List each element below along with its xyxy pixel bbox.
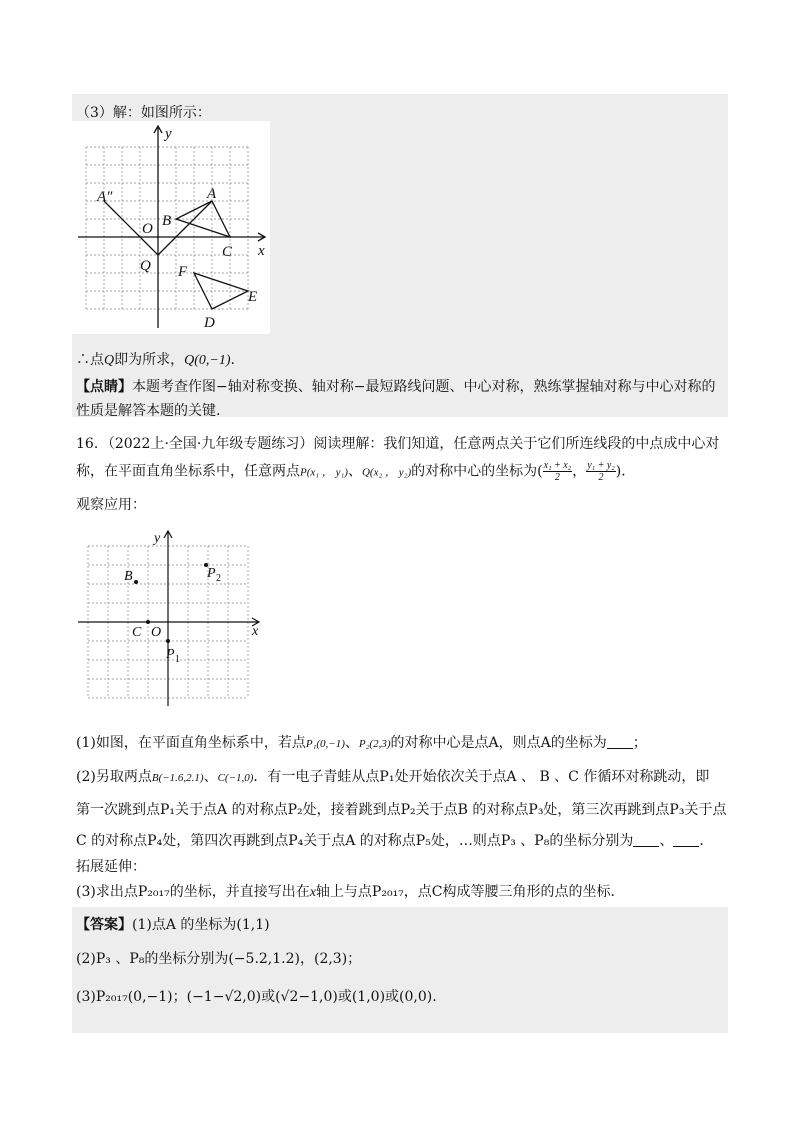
sub2-sep: 、 xyxy=(203,769,218,785)
fig2-label-o: O xyxy=(151,625,162,640)
comment-text-1: 本题考查作图−轴对称变换、轴对称−最短路线问题、中心对称，熟练掌握轴对称与中心对称的 xyxy=(132,379,716,395)
fraction-y xyxy=(586,460,616,483)
fig1-label-a: A xyxy=(207,186,217,202)
point-b xyxy=(134,580,138,584)
comment-tag: 【点睛】 xyxy=(76,379,132,395)
fig2-label-y: y xyxy=(154,531,161,546)
part3-header: （3）解：如图所示： xyxy=(76,105,211,121)
conclusion-coord: Q(0,−1) xyxy=(184,353,231,368)
q16-sep: 、 xyxy=(347,463,362,480)
sub1-a: (1)如图，在平面直角坐标系中，若点 xyxy=(76,735,306,751)
answer-line-3: (3)P₂₀₁₇(0,−1)；(−1−√2,0)或(√2−1,0)或(1,0)或(0,0). xyxy=(76,989,437,1005)
q16-line-1: 16．（2022上·全国·九年级专题练习）阅读理解：我们知道，任意两点关于它们所连线段的中点成中心对 xyxy=(76,436,720,452)
fig1-label-o: O xyxy=(142,221,153,237)
fig1-label-e: E xyxy=(248,289,258,305)
fig2-label-c: C xyxy=(132,625,142,640)
sub3-xvar: x xyxy=(309,885,316,900)
sub1-end: ； xyxy=(632,735,647,751)
sub3-a: (3)求出点P₂₀₁₇的坐标，并直接写出在 xyxy=(76,884,310,900)
sub2-b: ．有一电子青蛙从点P₁处开始依次关于点A 、 B 、C 作循环对称跳动，即 xyxy=(253,769,710,785)
point-c xyxy=(146,620,150,624)
fig1-label-c: C xyxy=(222,244,233,260)
sub1-p1: P₁(0,−1) xyxy=(305,738,345,750)
sub1-b: 的对称中心是点A，则点A的坐标为 xyxy=(390,735,607,751)
sub3-line xyxy=(76,881,625,901)
fraction-x-den: 2 xyxy=(554,472,560,483)
q16-line-2 xyxy=(76,460,635,483)
answer-tag: 【答案】 xyxy=(76,917,132,933)
q16-line2-a: 称，在平面直角坐标系中，任意两点 xyxy=(76,463,300,480)
q16-line2-b: 的对称中心的坐标为( xyxy=(411,463,543,480)
answer-blank-1[interactable] xyxy=(607,736,633,749)
comment-line-2: 性质是解答本题的关键. xyxy=(76,403,221,419)
sub2-line3-end: ． xyxy=(699,833,714,849)
fig1-label-q: Q xyxy=(140,258,151,274)
figure-1-coordinate-plane xyxy=(72,121,270,334)
fraction-y-num: y₁ + y₂ xyxy=(587,460,615,471)
q16-q-point: Q(x₂ ， y₂) xyxy=(361,466,412,479)
sub2-b-point: B(−1.6,2.1) xyxy=(151,772,204,784)
q16-comma: ， xyxy=(572,463,587,480)
conclusion-end: . xyxy=(230,352,235,368)
conclusion-prefix: ∴点 xyxy=(76,352,104,368)
fraction-x-num: x₁ + x₂ xyxy=(543,460,572,471)
fig1-label-a2: A″ xyxy=(97,189,113,205)
sub1-sep: 、 xyxy=(344,735,359,751)
comment-line-1 xyxy=(76,376,715,396)
sub2-line-2: 第一次跳到点P₁关于点A 的对称点P₂处，接着跳到点P₂关于点B 的对称点P₃处，第三次再跳到点P₃关于点 xyxy=(76,802,727,818)
sub1-p2: P₂(2,3) xyxy=(358,738,391,750)
answer-blank-2[interactable] xyxy=(633,834,659,847)
answer-line-1 xyxy=(76,914,270,934)
fig2-label-p2-sub: 2 xyxy=(216,573,221,584)
observe-label: 观察应用： xyxy=(76,497,146,513)
fig1-label-b: B xyxy=(162,213,172,229)
fig2-label-x: x xyxy=(252,624,259,639)
sub3-b: 轴上与点P₂₀₁₇，点C构成等腰三角形的点的坐标． xyxy=(315,884,625,900)
conclusion-mid: 即为所求， xyxy=(114,352,185,368)
sub2-a: (2)另取两点 xyxy=(76,769,152,785)
answer-line-2: (2)P₃ 、P₈的坐标分别为(−5.2,1.2)，(2,3)； xyxy=(76,951,362,967)
sub2-line3-a: C 的对称点P₄处，第四次再跳到点P₄关于点A 的对称点P₅处，…则点P₃ 、P₈的坐标分别为 xyxy=(76,833,634,849)
extend-label: 拓展延伸： xyxy=(76,859,146,875)
conclusion-var: Q xyxy=(104,353,115,368)
figure-2-coordinate-plane xyxy=(76,528,264,710)
conclusion-line xyxy=(76,349,235,369)
fig2-label-p2: P xyxy=(207,566,216,581)
q16-p-point: P(x₁ ， y₁) xyxy=(300,466,348,479)
sub2-line-3 xyxy=(76,830,713,850)
fig2-label-b: B xyxy=(124,569,133,584)
answer-text-1: (1)点A 的坐标为(1,1) xyxy=(132,917,270,933)
fig1-label-d: D xyxy=(204,315,215,331)
fig1-label-y: y xyxy=(165,126,172,142)
fraction-y-den: 2 xyxy=(598,472,604,483)
sub2-line3-sep: 、 xyxy=(659,833,674,849)
sub2-c-point: C(−1,0) xyxy=(217,772,254,784)
fig2-label-p1-sub: 1 xyxy=(175,654,180,665)
point-p1 xyxy=(166,639,170,643)
fig2-label-p1: P xyxy=(166,647,175,662)
fig1-label-x: x xyxy=(258,243,265,259)
sub1-line xyxy=(76,732,647,752)
fig1-label-f: F xyxy=(178,264,188,280)
sub2-line-1 xyxy=(76,766,709,786)
fraction-x xyxy=(543,460,573,483)
q16-line2-end: )． xyxy=(615,463,636,480)
answer-blank-3[interactable] xyxy=(673,834,699,847)
